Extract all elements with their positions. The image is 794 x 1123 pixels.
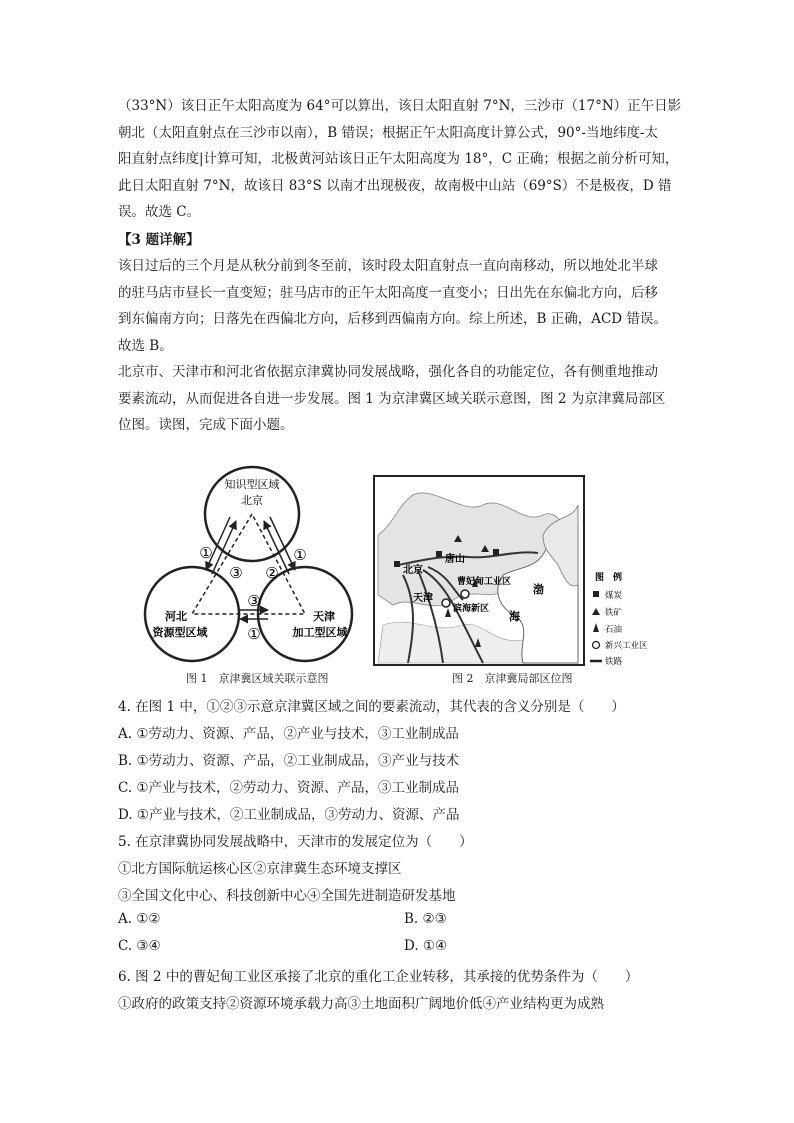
text-line: 到东偏南方向；日落先在西偏北方向，后移到西偏南方向。综上所述，B 正确，ACD 错误。 <box>118 311 667 327</box>
map-label-binhai: 滨海新区 <box>453 604 490 614</box>
map-label-hai: 海 <box>509 610 520 623</box>
text-line: 朝北（太阳直射点在三沙市以南），B 错误；根据正午太阳高度计算公式，90°-当地纬度-太 <box>118 124 659 141</box>
q5-option-b[interactable]: B. ②③ <box>404 911 447 927</box>
tianjin-label: 天津 <box>313 610 335 623</box>
legend-oil-icon <box>593 623 599 632</box>
legend-coal: 煤炭 <box>605 591 623 601</box>
legend-railway: 铁路 <box>605 657 623 667</box>
coal-marker <box>394 561 400 567</box>
text-line: 此日太阳直射 7°N，故该日 83°S 以南才出现极夜，故南极中山站（69°S）不是极夜，D 错 <box>118 177 672 194</box>
q5-option-c[interactable]: C. ③④ <box>118 938 161 954</box>
q5-option-d[interactable]: D. ①④ <box>404 938 448 954</box>
map-label-tianjin: 天津 <box>413 593 433 604</box>
flow-marker-1: ① <box>199 544 213 562</box>
q6-statement: ①政府的政策支持②资源环境承载力高③土地面积广阔地价低④产业结构更为成熟 <box>118 996 604 1012</box>
q5-stem: 5. 在京津冀协同发展战略中，天津市的发展定位为（ ） <box>118 834 473 850</box>
q4-stem: 4. 在图 1 中，①②③示意京津冀区域之间的要素流动，其代表的含义分别是（ ） <box>118 699 625 715</box>
tianjin-type-label: 加工型区域 <box>292 626 348 639</box>
flow-marker-1: ① <box>247 625 261 643</box>
q4-option-d[interactable]: D. ①产业与技术，②工业制成品，③劳动力、资源、产品 <box>118 807 460 823</box>
flow-marker-3: ③ <box>247 592 261 610</box>
industrial-zone-marker <box>461 590 469 598</box>
legend-oil: 石油 <box>605 625 623 635</box>
map-label-beijing: 北京 <box>403 565 423 576</box>
text-line: 阳直射点纬度|计算可知，北极黄河站该日正午太阳高度为 18°，C 正确；根据之前分析可知， <box>118 151 679 167</box>
text-line: 的驻马店市昼长一直变短；驻马店市的正午太阳高度一直变小；日出先在东偏北方向，后移 <box>118 284 658 301</box>
figure1-caption: 图 1 京津冀区域关联示意图 <box>186 672 329 685</box>
flow-marker-1: ① <box>293 546 307 564</box>
legend-coal-icon <box>593 591 599 597</box>
figure2-map <box>373 475 681 667</box>
text-line: 该日过后的三个月是从秋分前到冬至前，该时段太阳直射点一直向南移动，所以地处北半球 <box>118 258 658 274</box>
text-line: 要素流动，从而促进各自进一步发展。图 1 为京津冀区域关联示意图，图 2 为京津冀局部区 <box>118 390 666 407</box>
legend-iron: 铁矿 <box>605 608 623 618</box>
map-label-caofeidian: 曹妃甸工业区 <box>457 577 512 587</box>
legend-title: 图 例 <box>595 573 623 583</box>
q6-stem: 6. 图 2 中的曹妃甸工业区承接了北京的重化工企业转移，其承接的优势条件为（ ） <box>118 969 639 985</box>
q3-heading: 【3 题详解】 <box>118 232 200 248</box>
flow-marker-3: ③ <box>229 564 243 582</box>
hebei-type-label: 资源型区域 <box>152 626 208 639</box>
figure2-caption: 图 2 京津冀局部区位图 <box>452 672 573 685</box>
q4-option-a[interactable]: A. ①劳动力、资源、产品，②产业与技术，③工业制成品 <box>118 726 459 742</box>
q4-option-c[interactable]: C. ①产业与技术，②劳动力、资源、产品，③工业制成品 <box>118 780 460 796</box>
text-line: 故选 B。 <box>118 337 173 354</box>
figure1-diagram <box>140 462 360 670</box>
coal-marker <box>493 549 499 555</box>
q4-option-b[interactable]: B. ①劳动力、资源、产品，②工业制成品，③产业与技术 <box>118 753 460 769</box>
arrow-beijing-to-tianjin <box>270 517 295 570</box>
beijing-type-label: 知识型区域 <box>224 478 280 491</box>
text-line: 误。故选 C。 <box>118 204 201 220</box>
legend-zone: 新兴工业区 <box>605 641 648 651</box>
explanation-q3 <box>118 253 678 359</box>
text-line: 北京市、天津市和河北省依据京津冀协同发展战略，强化各自的功能定位，各有侧重地推动 <box>118 364 658 380</box>
map-legend <box>590 571 648 667</box>
beijing-label: 北京 <box>241 494 263 507</box>
text-line: 位图。读图，完成下面小题。 <box>118 417 294 433</box>
map-label-tangshan: 唐山 <box>445 554 465 565</box>
q5-option-a[interactable]: A. ①② <box>118 911 161 927</box>
industrial-zone-marker <box>442 599 450 607</box>
legend-zone-icon <box>593 642 600 649</box>
q5-statement: ③全国文化中心、科技创新中心④全国先进制造研发基地 <box>118 888 456 904</box>
text-line: （33°N）该日正午太阳高度为 64°可以算出，该日太阳直射 7°N，三沙市（17°N）正午日影 <box>118 98 682 114</box>
map-label-bo: 渤 <box>533 583 544 596</box>
legend-iron-icon <box>592 608 600 615</box>
explanation-q2 <box>118 93 682 226</box>
q5-statement: ①北方国际航运核心区②京津冀生态环境支撑区 <box>118 861 402 877</box>
hebei-label: 河北 <box>165 610 187 623</box>
coal-marker <box>436 551 442 557</box>
intro-paragraph <box>118 359 678 439</box>
flow-marker-2: ② <box>265 564 279 582</box>
